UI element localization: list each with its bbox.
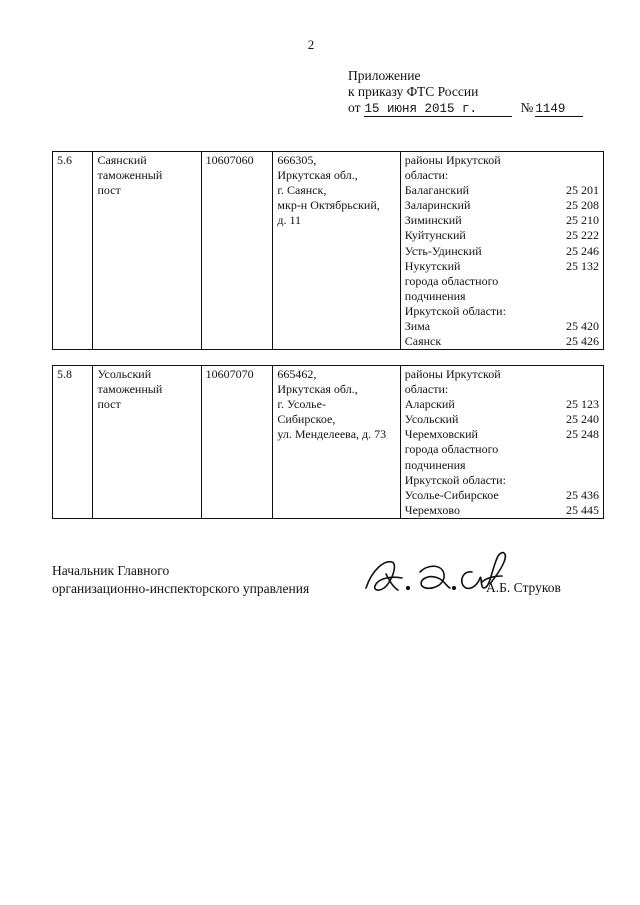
district-code [534,382,599,397]
district-name: Усолье-Сибирское [404,487,499,502]
page-number: 2 [307,37,315,52]
entry-number: 5.8 [53,366,93,519]
district-code [534,168,599,183]
district-name: города областного [404,442,499,457]
district-name: Аларский [404,397,455,412]
district-name: районы Иркутской [404,367,501,381]
district-name: Нукутский [404,258,461,273]
district-name: Зима [404,319,431,334]
district-name: Заларинский [404,198,471,213]
district-code [534,367,599,382]
district-name: подчинения [404,457,466,472]
district-code: 25 222 [566,228,599,243]
signatory-name: А.Б. Струков [486,580,561,595]
customs-post-table-usolsky [52,365,604,519]
entry-number: 5.6 [53,152,93,350]
district-name: Усть-Удинский [404,243,482,258]
district-name: Иркутской области: [404,472,506,487]
district-code: 25 436 [566,487,599,502]
order-date: 15 июня 2015 г. [364,103,512,117]
signatory-title-line: организационно-инспекторского управления [52,581,310,596]
post-name-line: таможенный [97,168,163,183]
district-code: 25 208 [566,198,599,213]
post-address [273,366,400,519]
district-code [534,458,599,473]
districts-list [400,152,530,350]
okato-codes [530,152,603,350]
district-code [534,153,599,168]
district-name: подчинения [404,288,466,303]
address-line: г. Усолье- [277,397,326,412]
district-name: Саянск [404,334,442,349]
address-line: д. 11 [277,213,302,228]
table-row [53,152,604,350]
post-address [273,152,400,350]
district-code [534,473,599,488]
district-name: Куйтунский [404,228,466,243]
address-line: 665462, [277,367,317,381]
district-code: 25 420 [566,319,599,334]
district-name: Усольский [404,412,459,427]
district-code [534,289,599,304]
district-code [534,304,599,319]
district-code [534,274,599,289]
customs-post-table-sayansk [52,151,604,350]
address-line: 666305, [277,153,317,167]
number-label: № [520,100,534,115]
district-name: Иркутской области: [404,303,506,318]
address-line: мкр-н Октябрьский, [277,198,380,213]
post-code: 10607070 [201,366,273,519]
okato-codes [530,366,603,519]
district-name: Зиминский [404,213,462,228]
district-code: 25 445 [566,502,599,517]
district-code: 25 132 [566,258,599,273]
district-code: 25 426 [566,334,599,349]
district-code: 25 210 [566,213,599,228]
district-name: Балаганский [404,183,470,198]
post-name-line: Усольский [97,367,152,381]
post-name-line: пост [97,397,121,412]
post-name [93,152,201,350]
address-line: г. Саянск, [277,183,327,198]
post-code: 10607060 [201,152,273,350]
district-code: 25 240 [566,412,599,427]
district-name: Черемхово [404,502,460,517]
handwritten-signature [362,548,522,608]
appendix-date-line [348,100,583,117]
district-name: области: [404,382,449,397]
address-line: Сибирское, [277,412,336,427]
district-name: области: [404,168,449,183]
table-row [53,366,604,519]
from-label: от [348,100,361,115]
signatory-title [52,562,309,598]
district-code: 25 246 [566,243,599,258]
district-name: города областного [404,273,499,288]
address-line: Иркутская обл., [277,382,358,397]
appendix-order-ref: к приказу ФТС России [348,84,479,99]
appendix-title: Приложение [348,68,421,83]
post-name-line: таможенный [97,382,163,397]
order-number: 1149 [535,103,583,117]
post-name [93,366,201,519]
district-name: Черемховский [404,427,478,442]
address-line: ул. Менделеева, д. 73 [277,427,387,442]
appendix-header [348,68,583,117]
post-name-line: пост [97,183,121,198]
signatory-title-line: Начальник Главного [52,563,170,578]
post-name-line: Саянский [97,153,147,167]
district-code: 25 201 [566,183,599,198]
district-code: 25 248 [566,427,599,442]
districts-list [400,366,530,519]
district-code: 25 123 [566,397,599,412]
district-code [534,442,599,457]
district-name: районы Иркутской [404,153,501,167]
address-line: Иркутская обл., [277,168,358,183]
